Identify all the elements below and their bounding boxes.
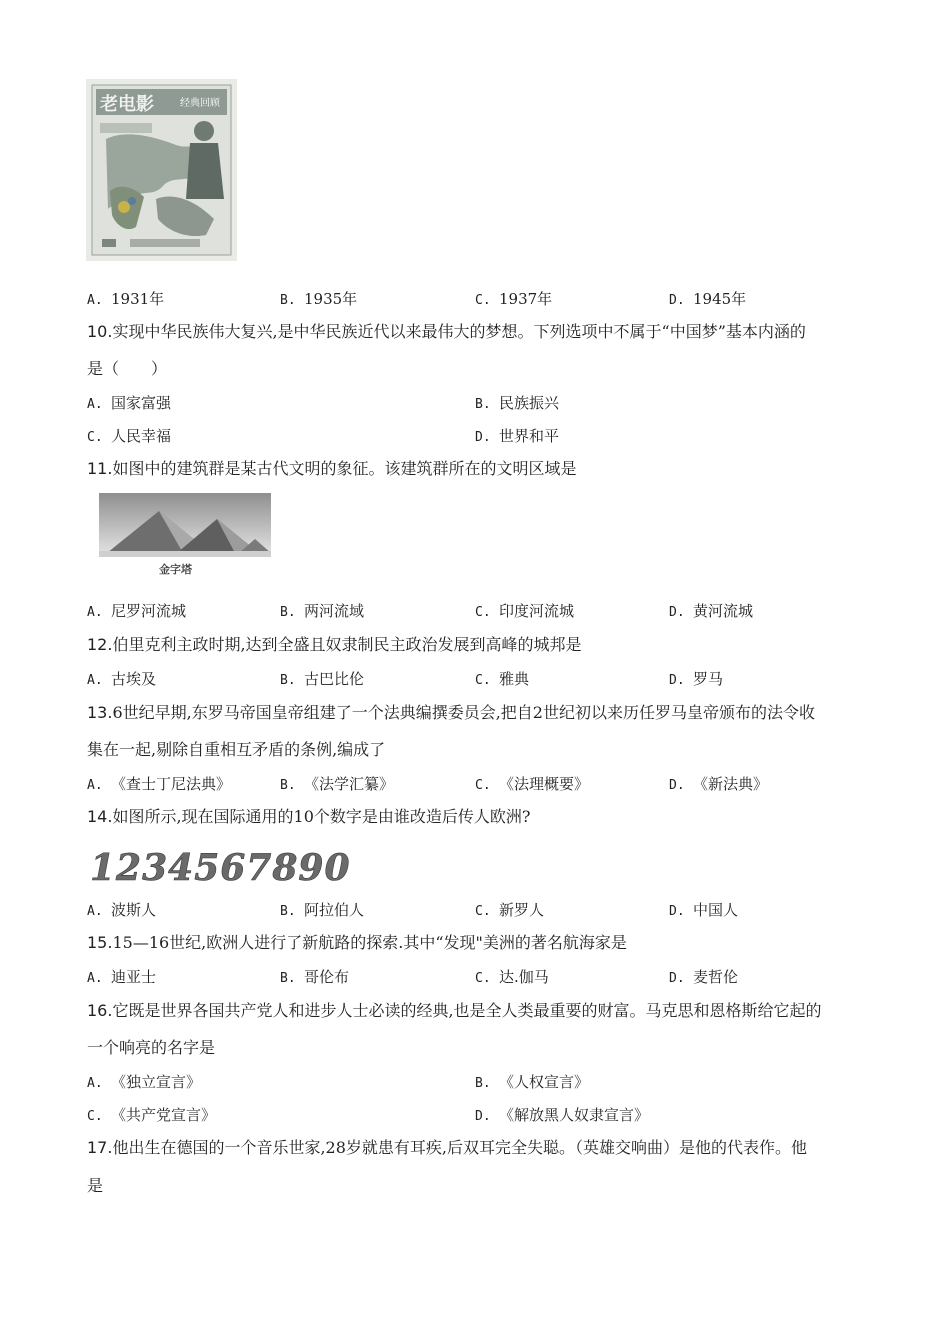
q11-stem: 11.如图中的建筑群是某古代文明的象征。该建筑群所在的文明区域是 [87,459,577,478]
q11-option-c[interactable]: C. 印度河流城 [475,602,575,620]
q10-stem-line-1: 10.实现中华民族伟大复兴,是中华民族近代以来最伟大的梦想。下列选项中不属于“中国梦”基本内涵的 [87,322,806,341]
numerals-image [90,846,366,888]
q13-option-b[interactable]: B. 《法学汇纂》 [280,775,395,793]
q11-option-a[interactable]: A. 尼罗河流城 [87,602,187,620]
q14-option-a[interactable]: A. 波斯人 [87,901,157,919]
q9-option-c[interactable]: C. 1937年 [475,290,553,308]
pyramids-image [99,493,271,578]
q12-option-c[interactable]: C. 雅典 [475,670,530,688]
q15-option-b[interactable]: B. 哥伦布 [280,968,350,986]
poster-subtitle: 经典回顾 [180,98,220,109]
pyramids-caption: 金字塔 [159,563,192,576]
q14-option-c[interactable]: C. 新罗人 [475,901,545,919]
q17-stem-line-2: 是 [87,1176,104,1195]
q16-option-b[interactable]: B. 《人权宣言》 [475,1073,590,1091]
q12-option-b[interactable]: B. 古巴比伦 [280,670,365,688]
q16-option-d[interactable]: D. 《解放黑人奴隶宣言》 [475,1106,650,1124]
q13-stem-line-1: 13.6世纪早期,东罗马帝国皇帝组建了一个法典编撰委员会,把自2世纪初以来历任罗马皇帝颁布的法令收 [87,703,815,722]
arabic-numerals: 1234567890 [90,847,351,888]
q16-option-a[interactable]: A. 《独立宣言》 [87,1073,202,1091]
q9-option-a[interactable]: A. 1931年 [87,290,165,308]
q12-option-a[interactable]: A. 古埃及 [87,670,157,688]
q12-stem: 12.伯里克利主政时期,达到全盛且奴隶制民主政治发展到高峰的城邦是 [87,635,582,654]
q14-option-d[interactable]: D. 中国人 [669,901,739,919]
q12-option-d[interactable]: D. 罗马 [669,670,724,688]
q13-option-c[interactable]: C. 《法理概要》 [475,775,590,793]
q10-stem-line-2: 是（ ） [87,359,168,378]
q15-option-c[interactable]: C. 达.伽马 [475,968,549,986]
q16-option-c[interactable]: C. 《共产党宣言》 [87,1106,217,1124]
q14-option-b[interactable]: B. 阿拉伯人 [280,901,365,919]
q10-option-a[interactable]: A. 国家富强 [87,394,172,412]
q10-option-d[interactable]: D. 世界和平 [475,427,560,445]
q16-stem-line-1: 16.它既是世界各国共产党人和进步人士必读的经典,也是全人类最重要的财富。马克思和恩格斯给它起的 [87,1001,822,1020]
q10-option-b[interactable]: B. 民族振兴 [475,394,560,412]
old-movie-poster-image [86,79,237,261]
q15-option-d[interactable]: D. 麦哲伦 [669,968,739,986]
q17-stem-line-1: 17.他出生在德国的一个音乐世家,28岁就患有耳疾,后双耳完全失聪。（英雄交响曲）是他的代表作。他 [87,1138,807,1157]
q13-stem-line-2: 集在一起,剔除自重相互矛盾的条例,编成了 [87,740,386,759]
q9-option-d[interactable]: D. 1945年 [669,290,747,308]
q15-stem: 15.15—16世纪,欧洲人进行了新航路的探索.其中“发现"美洲的著名航海家是 [87,933,627,952]
q15-option-a[interactable]: A. 迪亚士 [87,968,157,986]
q16-stem-line-2: 一个响亮的名字是 [87,1038,216,1057]
q11-option-d[interactable]: D. 黄河流城 [669,602,754,620]
q10-option-c[interactable]: C. 人民幸福 [87,427,172,445]
q11-option-b[interactable]: B. 两河流域 [280,602,365,620]
q13-option-d[interactable]: D. 《新法典》 [669,775,769,793]
q9-option-b[interactable]: B. 1935年 [280,290,358,308]
q14-stem: 14.如图所示,现在国际通用的10个数字是由谁改造后传人欧洲? [87,807,531,826]
q13-option-a[interactable]: A. 《查士丁尼法典》 [87,775,232,793]
poster-title: 老电影 [100,94,154,115]
